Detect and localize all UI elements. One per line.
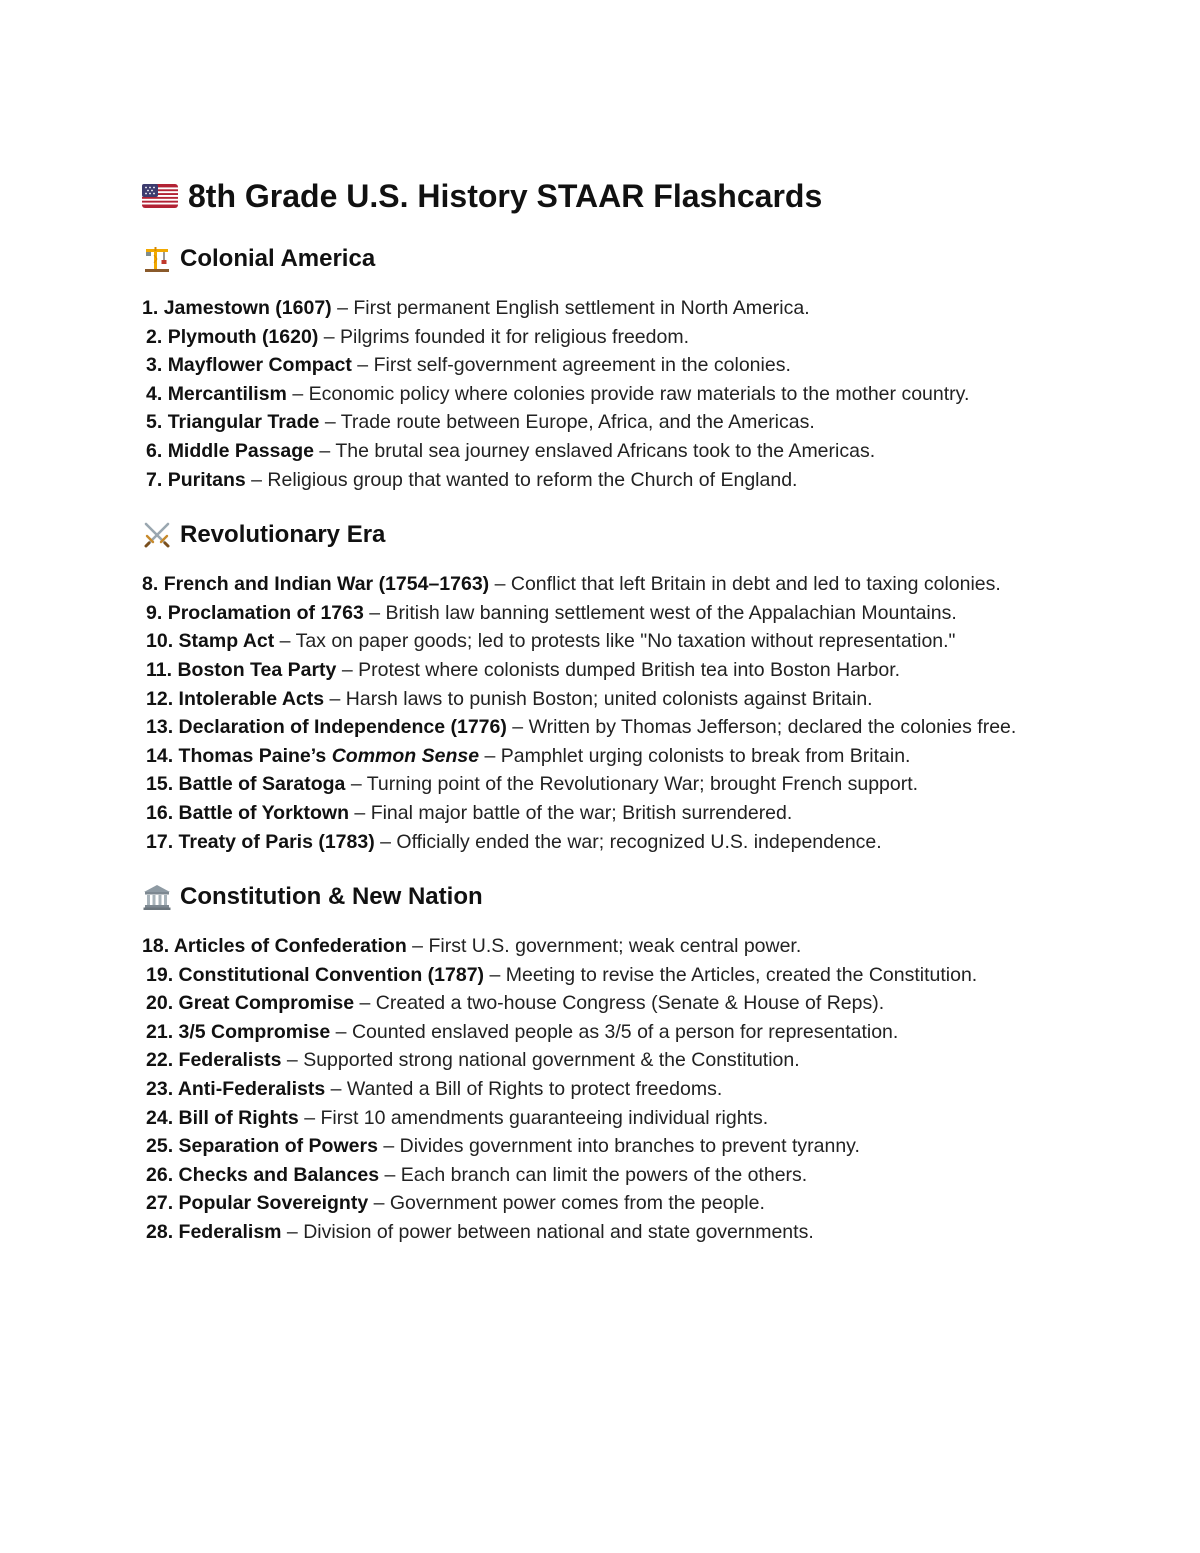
flashcard-definition: Protest where colonists dumped British tea into Boston Harbor. xyxy=(358,658,901,681)
flashcard-term-text: Articles of Confederation xyxy=(173,935,407,958)
flashcard-number: 11. xyxy=(146,658,173,681)
flashcard-definition: Created a two-house Congress (Senate & House of Reps). xyxy=(375,992,885,1015)
flashcard-term xyxy=(146,831,375,853)
flashcard-term-text: 3/5 Compromise xyxy=(178,1020,331,1043)
flashcard-item: 26. Checks and Balances – Each branch can limit the powers of the others. xyxy=(146,1163,808,1186)
flashcard-number: 26. xyxy=(146,1163,174,1186)
flashcard-definition: The brutal sea journey enslaved Africans took to the Americas. xyxy=(335,439,876,462)
flashcard-term-text: Battle of Saratoga xyxy=(178,773,346,796)
flashcard-item: 14. Thomas Paine’s Common Sense – Pamphlet urging colonists to break from Britain. xyxy=(146,744,911,767)
flashcard-item: 6. Middle Passage – The brutal sea journey enslaved Africans took to the Americas. xyxy=(146,439,876,462)
flashcard-item: 17. Treaty of Paris (1783) – Officially ended the war; recognized U.S. independence. xyxy=(146,830,882,853)
flashcard-term-text: Separation of Powers xyxy=(178,1135,378,1158)
flashcard-term-text: Stamp Act xyxy=(178,630,275,653)
sections-container xyxy=(142,242,1102,1247)
page-title-row xyxy=(142,176,1102,216)
flashcard-term-text: Federalists xyxy=(178,1049,282,1072)
flashcard-number: 3. xyxy=(146,354,163,377)
flashcard-term xyxy=(146,745,479,767)
flashcard-definition: Turning point of the Revolutionary War; brought French support. xyxy=(366,773,919,796)
flashcard-list xyxy=(142,932,1102,1247)
flashcard-number: 16. xyxy=(146,801,174,824)
flashcard-number: 19. xyxy=(146,963,174,986)
flashcard-item: 8. French and Indian War (1754–1763) – Conflict that left Britain in debt and led to taxing colonies. xyxy=(142,573,1001,596)
flashcard-item: 24. Bill of Rights – First 10 amendments guaranteeing individual rights. xyxy=(146,1106,769,1129)
flashcard-definition: Conflict that left Britain in debt and led to taxing colonies. xyxy=(510,573,1001,596)
flashcard-term xyxy=(146,1107,299,1129)
flashcard-definition: Supported strong national government & the Constitution. xyxy=(303,1049,800,1072)
flashcard-number: 6. xyxy=(146,439,163,462)
flashcard-item: 19. Constitutional Convention (1787) – Meeting to revise the Articles, created the Constitution. xyxy=(146,963,978,986)
flashcard-definition: Pamphlet urging colonists to break from Britain. xyxy=(500,744,911,767)
flashcard-number: 24. xyxy=(146,1106,174,1129)
building-construction-icon xyxy=(142,245,172,273)
flashcard-definition: Officially ended the war; recognized U.S. independence. xyxy=(396,830,882,853)
flashcard-term-text: Plymouth (1620) xyxy=(167,325,319,348)
flashcard-term-text: Triangular Trade xyxy=(167,411,320,434)
flashcard-term xyxy=(146,469,246,491)
flashcard-definition: Each branch can limit the powers of the others. xyxy=(400,1163,808,1186)
flashcard-definition: Tax on paper goods; led to protests like "No taxation without representation." xyxy=(295,630,956,653)
flashcard-item: 27. Popular Sovereignty – Government power comes from the people. xyxy=(146,1192,765,1215)
flashcard-definition: Counted enslaved people as 3/5 of a person for representation. xyxy=(351,1020,899,1043)
flashcard-item: 9. Proclamation of 1763 – British law banning settlement west of the Appalachian Mountains. xyxy=(146,601,957,624)
flashcard-number: 17. xyxy=(146,830,174,853)
flashcard-term xyxy=(146,1164,379,1186)
flashcard-definition: Harsh laws to punish Boston; united colonists against Britain. xyxy=(345,687,873,710)
flashcard-term-text: Bill of Rights xyxy=(178,1106,299,1129)
flashcard-number: 13. xyxy=(146,716,174,739)
flashcard-term-italic: Common Sense xyxy=(331,744,480,767)
flashcard-item: 22. Federalists – Supported strong national government & the Constitution. xyxy=(146,1049,800,1072)
flashcard-term xyxy=(146,383,287,405)
flashcard-term xyxy=(146,630,274,652)
flashcard-item: 15. Battle of Saratoga – Turning point of the Revolutionary War; brought French support. xyxy=(146,773,919,796)
flashcard-definition: Religious group that wanted to reform the Church of England. xyxy=(267,468,798,491)
flashcard-term xyxy=(142,573,489,595)
section-heading-row xyxy=(142,242,1102,276)
flashcard-item: 23. Anti-Federalists – Wanted a Bill of Rights to protect freedoms. xyxy=(146,1078,723,1101)
flashcard-term-text: French and Indian War (1754–1763) xyxy=(163,573,490,596)
flashcard-term-text: Thomas Paine’s xyxy=(178,744,327,767)
us-flag-icon xyxy=(142,184,178,208)
crossed-swords-icon xyxy=(142,521,172,549)
flashcard-number: 22. xyxy=(146,1049,174,1072)
flashcard-item: 20. Great Compromise – Created a two-house Congress (Senate & House of Reps). xyxy=(146,992,885,1015)
flashcard-term xyxy=(146,326,318,348)
flashcard-item: 7. Puritans – Religious group that wanted to reform the Church of England. xyxy=(146,468,798,491)
section-heading-row xyxy=(142,880,1102,914)
flashcard-definition: First U.S. government; weak central power. xyxy=(428,935,802,958)
flashcard-number: 20. xyxy=(146,992,174,1015)
flashcard-term-text: Anti-Federalists xyxy=(177,1078,326,1101)
flashcard-number: 8. xyxy=(142,573,159,596)
flashcard-number: 21. xyxy=(146,1020,174,1043)
flashcard-list xyxy=(142,570,1102,856)
flashcard-item: 21. 3/5 Compromise – Counted enslaved people as 3/5 of a person for representation. xyxy=(146,1020,899,1043)
section-revolutionary xyxy=(142,518,1102,856)
flashcard-term-text: Popular Sovereignty xyxy=(178,1192,369,1215)
flashcard-definition: First self-government agreement in the colonies. xyxy=(373,354,791,377)
classical-building-icon xyxy=(142,883,172,911)
flashcard-number: 9. xyxy=(146,601,163,624)
flashcard-definition: Final major battle of the war; British surrendered. xyxy=(370,801,793,824)
flashcard-term xyxy=(146,802,349,824)
flashcard-definition: Written by Thomas Jefferson; declared the colonies free. xyxy=(528,716,1017,739)
flashcard-term xyxy=(146,1135,378,1157)
section-heading: Revolutionary Era xyxy=(180,521,386,549)
flashcard-term xyxy=(146,659,336,681)
flashcard-term xyxy=(142,297,332,319)
flashcard-term-text: Puritans xyxy=(167,468,246,491)
flashcard-term-text: Jamestown (1607) xyxy=(163,297,332,319)
flashcard-item: 12. Intolerable Acts – Harsh laws to punish Boston; united colonists against Britain. xyxy=(146,687,873,710)
flashcard-number: 18. xyxy=(142,935,170,958)
flashcard-definition: Trade route between Europe, Africa, and the Americas. xyxy=(340,411,815,434)
flashcard-definition: First 10 amendments guaranteeing individual rights. xyxy=(320,1106,769,1129)
flashcard-term xyxy=(146,1021,330,1043)
flashcard-term-text: Declaration of Independence (1776) xyxy=(178,716,507,739)
flashcard-term-text: Federalism xyxy=(178,1221,282,1244)
flashcard-item: 16. Battle of Yorktown – Final major battle of the war; British surrendered. xyxy=(146,801,793,824)
flashcard-definition: Economic policy where colonies provide raw materials to the mother country. xyxy=(308,382,970,405)
flashcard-item: 4. Mercantilism – Economic policy where colonies provide raw materials to the mother country. xyxy=(146,382,970,405)
section-colonial xyxy=(142,242,1102,494)
flashcard-item: 10. Stamp Act – Tax on paper goods; led to protests like "No taxation without representation." xyxy=(146,630,956,653)
flashcard-definition: Meeting to revise the Articles, created the Constitution. xyxy=(505,963,978,986)
section-heading-row xyxy=(142,518,1102,552)
section-heading: Constitution & New Nation xyxy=(180,883,483,911)
flashcard-item: 18. Articles of Confederation – First U.S. government; weak central power. xyxy=(142,935,802,958)
flashcard-definition: Pilgrims founded it for religious freedom. xyxy=(340,325,689,348)
flashcard-term xyxy=(146,1049,282,1071)
flashcard-term xyxy=(146,602,364,624)
page-title: 8th Grade U.S. History STAAR Flashcards xyxy=(188,177,823,214)
flashcard-item: 28. Federalism – Division of power between national and state governments. xyxy=(146,1221,814,1244)
flashcard-number: 10. xyxy=(146,630,174,653)
flashcard-term xyxy=(146,1078,325,1100)
flashcard-number: 4. xyxy=(146,382,163,405)
section-heading: Colonial America xyxy=(180,245,376,272)
flashcard-number: 14. xyxy=(146,744,174,767)
flashcard-term xyxy=(142,935,407,957)
flashcard-definition: Divides government into branches to prevent tyranny. xyxy=(399,1135,860,1158)
flashcard-term-text: Great Compromise xyxy=(178,992,355,1015)
flashcard-number: 2. xyxy=(146,325,163,348)
document-page xyxy=(142,176,1102,1247)
flashcard-item: 25. Separation of Powers – Divides government into branches to prevent tyranny. xyxy=(146,1135,860,1158)
flashcard-definition: Division of power between national and state governments. xyxy=(303,1221,814,1244)
flashcard-number: 28. xyxy=(146,1221,174,1244)
flashcard-number: 23. xyxy=(146,1078,174,1101)
flashcard-definition: Government power comes from the people. xyxy=(389,1192,765,1215)
flashcard-term xyxy=(146,354,352,376)
flashcard-term xyxy=(146,688,324,710)
flashcard-number: 25. xyxy=(146,1135,174,1158)
flashcard-item: 1. Jamestown (1607) – First permanent English settlement in North America. xyxy=(142,297,810,319)
flashcard-term-text: Proclamation of 1763 xyxy=(167,601,364,624)
flashcard-definition: First permanent English settlement in North America. xyxy=(353,297,810,319)
flashcard-term xyxy=(146,411,319,433)
flashcard-term-text: Mayflower Compact xyxy=(167,354,352,377)
flashcard-number: 5. xyxy=(146,411,163,434)
section-constitution xyxy=(142,880,1102,1247)
flashcard-term xyxy=(146,992,354,1014)
flashcard-definition: Wanted a Bill of Rights to protect freedoms. xyxy=(346,1078,723,1101)
flashcard-term-text: Battle of Yorktown xyxy=(178,801,349,824)
flashcard-item: 3. Mayflower Compact – First self-government agreement in the colonies. xyxy=(146,354,791,377)
flashcard-term-text: Middle Passage xyxy=(167,439,314,462)
flashcard-term-text: Boston Tea Party xyxy=(177,658,337,681)
flashcard-term-text: Constitutional Convention (1787) xyxy=(178,963,485,986)
flashcard-term-text: Mercantilism xyxy=(167,382,287,405)
flashcard-term xyxy=(146,440,314,462)
flashcard-term xyxy=(146,964,484,986)
flashcard-number: 15. xyxy=(146,773,174,796)
flashcard-term xyxy=(146,716,507,738)
flashcard-term xyxy=(146,773,345,795)
flashcard-item: 13. Declaration of Independence (1776) – Written by Thomas Jefferson; declared the colonies free. xyxy=(146,716,1017,739)
flashcard-term-text: Intolerable Acts xyxy=(178,687,325,710)
flashcard-number: 7. xyxy=(146,468,163,491)
flashcard-term-text: Treaty of Paris (1783) xyxy=(178,830,375,853)
flashcard-number: 12. xyxy=(146,687,174,710)
flashcard-item: 2. Plymouth (1620) – Pilgrims founded it for religious freedom. xyxy=(146,325,689,348)
flashcard-item: 5. Triangular Trade – Trade route between Europe, Africa, and the Americas. xyxy=(146,411,815,434)
flashcard-term xyxy=(146,1221,282,1243)
flashcard-number: 27. xyxy=(146,1192,174,1215)
flashcard-number: 1. xyxy=(142,297,159,319)
flashcard-term xyxy=(146,1192,368,1214)
flashcard-definition: British law banning settlement west of the Appalachian Mountains. xyxy=(385,601,957,624)
flashcard-item: 11. Boston Tea Party – Protest where colonists dumped British tea into Boston Harbor. xyxy=(146,658,901,681)
flashcard-list xyxy=(142,294,1102,494)
flashcard-term-text: Checks and Balances xyxy=(178,1163,380,1186)
